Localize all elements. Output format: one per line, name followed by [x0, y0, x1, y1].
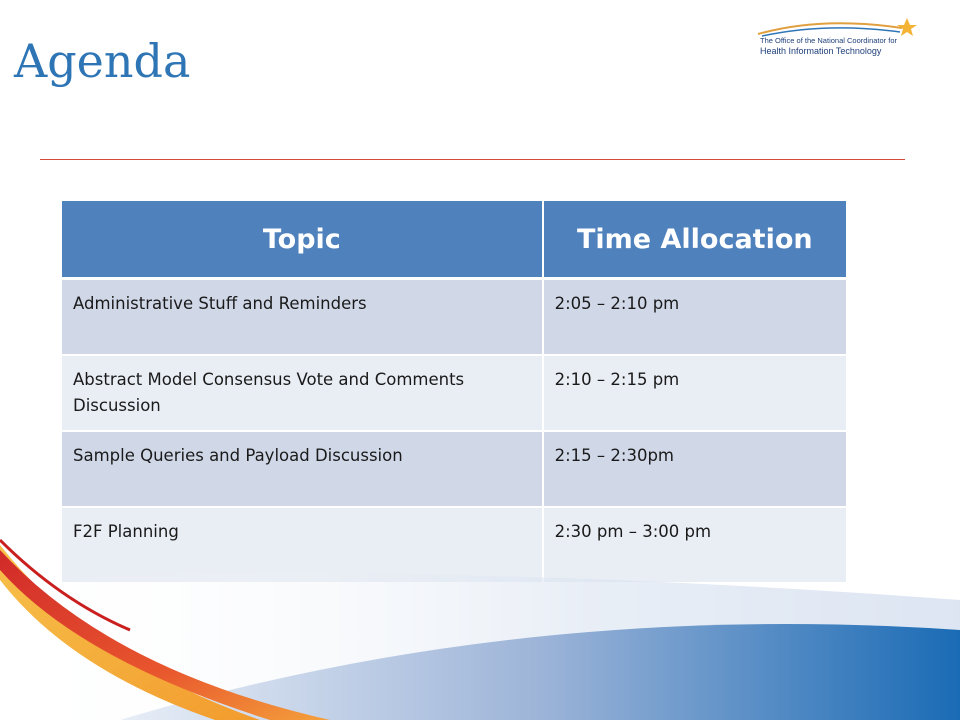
table-row	[62, 431, 846, 507]
row-topic: F2F Planning	[62, 507, 543, 583]
header-time-allocation: Time Allocation	[543, 201, 846, 279]
row-topic: Sample Queries and Payload Discussion	[62, 431, 543, 507]
slide-title: Agenda	[14, 34, 191, 88]
logo-text-line2: Health Information Technology	[760, 46, 882, 56]
row-time: 2:15 – 2:30pm	[543, 431, 846, 507]
row-time: 2:05 – 2:10 pm	[543, 279, 846, 355]
row-topic: Abstract Model Consensus Vote and Comments Discussion	[62, 355, 543, 431]
table-row	[62, 279, 846, 355]
row-time: 2:10 – 2:15 pm	[543, 355, 846, 431]
row-topic: Administrative Stuff and Reminders	[62, 279, 543, 355]
onc-logo	[752, 18, 922, 64]
logo-text-line1: The Office of the National Coordinator for	[760, 36, 898, 45]
title-divider	[40, 159, 905, 160]
header-topic: Topic	[62, 201, 543, 279]
row-time: 2:30 pm – 3:00 pm	[543, 507, 846, 583]
table-row	[62, 355, 846, 431]
table-header-row	[62, 201, 846, 279]
decorative-swoosh	[0, 520, 960, 720]
